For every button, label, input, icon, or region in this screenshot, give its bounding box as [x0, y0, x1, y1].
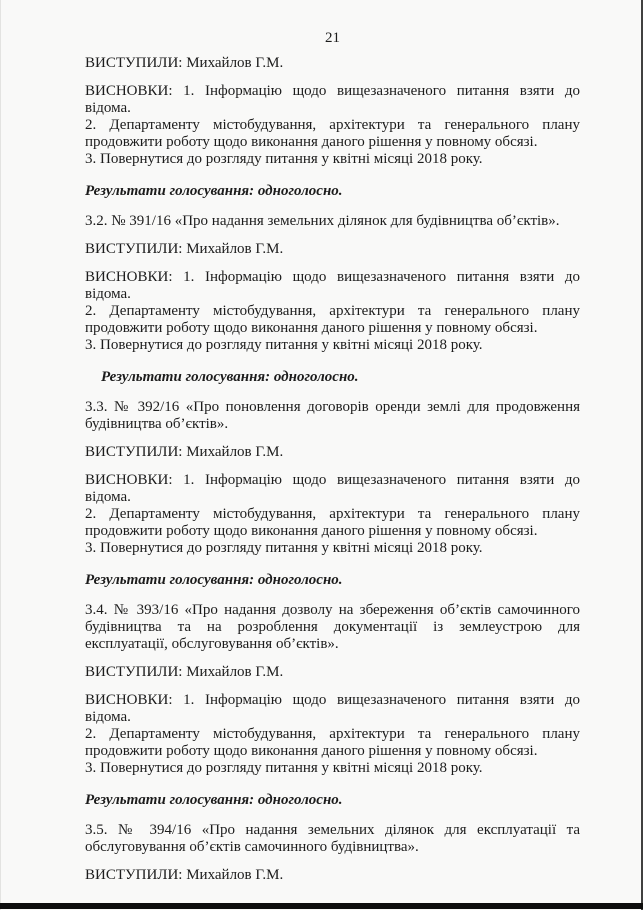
- conclusion-item-1: ВИСНОВКИ: 1. Інформацію щодо вищезазначеного питання взяти до відома.: [85, 692, 580, 725]
- conclusion-item-3: 3. Повернутися до розгляду питання у квітні місяці 2018 року.: [85, 540, 483, 556]
- vote-result-2: Результати голосування: одноголосно.: [101, 369, 359, 385]
- page-number: 21: [325, 30, 340, 46]
- speakers-line-3: ВИСТУПИЛИ: Михайлов Г.М.: [85, 444, 284, 460]
- scan-border-bottom: [0, 903, 643, 909]
- document-content: [85, 30, 580, 895]
- vote-result-4: Результати голосування: одноголосно.: [85, 792, 343, 808]
- conclusion-item-1: ВИСНОВКИ: 1. Інформацію щодо вищезазначеного питання взяти до відома.: [85, 269, 580, 302]
- conclusion-item-1: ВИСНОВКИ: 1. Інформацію щодо вищезазначеного питання взяти до відома.: [85, 472, 580, 505]
- agenda-item-heading-3-3: 3.3. № 392/16 «Про поновлення договорів оренди землі для продовження будівництва об’єктів».: [85, 399, 580, 432]
- agenda-item-heading-3-4: 3.4. № 393/16 «Про надання дозволу на збереження об’єктів самочинного будівництва та на розроблення документації із землеустрою для експлуатації, обслуговування об’єктів».: [85, 602, 580, 652]
- agenda-item-heading-3-5: 3.5. № 394/16 «Про надання земельних ділянок для експлуатації та обслуговування об’єктів самочинного будівництва».: [85, 822, 580, 855]
- conclusion-item-2: 2. Департаменту містобудування, архітектури та генерального плану продовжити роботу щодо виконання даного рішення у повному обсязі.: [85, 726, 580, 759]
- conclusions-block-2: [85, 269, 580, 354]
- conclusion-item-2: 2. Департаменту містобудування, архітектури та генерального плану продовжити роботу щодо виконання даного рішення у повному обсязі.: [85, 506, 580, 539]
- conclusions-block-1: [85, 83, 580, 168]
- scan-border-left: [0, 0, 1, 910]
- conclusion-item-3: 3. Повернутися до розгляду питання у квітні місяці 2018 року.: [85, 337, 483, 353]
- conclusions-block-3: [85, 472, 580, 557]
- speakers-line-5: ВИСТУПИЛИ: Михайлов Г.М.: [85, 867, 284, 883]
- conclusion-item-3: 3. Повернутися до розгляду питання у квітні місяці 2018 року.: [85, 151, 483, 167]
- speakers-line-2: ВИСТУПИЛИ: Михайлов Г.М.: [85, 241, 284, 257]
- conclusion-item-2: 2. Департаменту містобудування, архітектури та генерального плану продовжити роботу щодо виконання даного рішення у повному обсязі.: [85, 117, 580, 150]
- agenda-item-heading-3-2: 3.2. № 391/16 «Про надання земельних ділянок для будівництва об’єктів».: [85, 213, 560, 229]
- speakers-line-1: ВИСТУПИЛИ: Михайлов Г.М.: [85, 55, 284, 71]
- conclusion-item-3: 3. Повернутися до розгляду питання у квітні місяці 2018 року.: [85, 760, 483, 776]
- conclusion-item-1: ВИСНОВКИ: 1. Інформацію щодо вищезазначеного питання взяти до відома.: [85, 83, 580, 116]
- conclusions-block-4: [85, 692, 580, 777]
- speakers-line-4: ВИСТУПИЛИ: Михайлов Г.М.: [85, 664, 284, 680]
- conclusion-item-2: 2. Департаменту містобудування, архітектури та генерального плану продовжити роботу щодо виконання даного рішення у повному обсязі.: [85, 303, 580, 336]
- vote-result-3: Результати голосування: одноголосно.: [85, 572, 343, 588]
- vote-result-1: Результати голосування: одноголосно.: [85, 183, 343, 199]
